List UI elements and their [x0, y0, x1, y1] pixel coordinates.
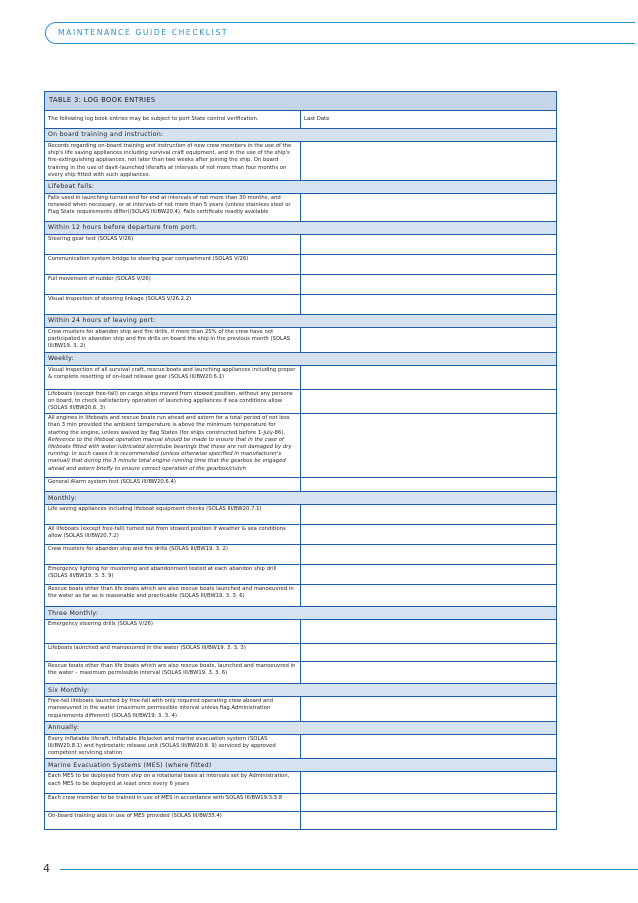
checklist-item: Rescue boats other than life boats which are also rescue boats, launched and manoeuvred in the water – maximum permissible interval (SOLAS III/BW19. 3. 3. 6) [45, 662, 301, 684]
checklist-item: Falls used in launching turned end for end at intervals of not more than 30 months, and renewed when necessary, or at intervals of not more than 5 years (unless stainless steel or Flag State requirements differ)(SOLAS III/BW20.4). Falls certificate readily available [45, 194, 301, 222]
table-row [45, 142, 557, 181]
section-heading: Monthly: [45, 492, 557, 505]
section-header-row [45, 759, 557, 772]
checklist-item: On-board training aids in use of MES provided (SOLAS III/BW35.4) [45, 812, 301, 830]
table-title: TABLE 3: LOG BOOK ENTRIES [45, 92, 557, 111]
section-heading: Six Monthly: [45, 684, 557, 697]
checklist-item: Visual inspection of all survival craft, rescue boats and launching appliances including proper & complete resetting of on-load release gear (SOLAS III/BW20.6.1) [45, 365, 301, 389]
table-row [45, 565, 557, 585]
section-heading: Within 24 hours of leaving port: [45, 315, 557, 328]
table-row [45, 389, 557, 414]
last-date-cell[interactable] [301, 772, 557, 794]
table-row [45, 275, 557, 295]
table-row [45, 620, 557, 644]
section-heading: Marine Evacuation Systems (MES) (where fitted) [45, 759, 557, 772]
last-date-cell[interactable] [301, 365, 557, 389]
last-date-cell[interactable] [301, 525, 557, 545]
table-row [45, 812, 557, 830]
table-row [45, 255, 557, 275]
last-date-cell[interactable] [301, 585, 557, 607]
checklist-item: Crew musters for abandon ship and fire drills, if more than 25% of the crew have not participated in abandon ship and fire drills on board the ship in the previous month (SOLAS III/BW19. 3. 2) [45, 328, 301, 353]
section-header-row [45, 492, 557, 505]
last-date-cell[interactable] [301, 194, 557, 222]
last-date-cell[interactable] [301, 328, 557, 353]
checklist-item: Steering gear test (SOLAS V/26) [45, 235, 301, 255]
section-heading: Within 12 hours before departure from port: [45, 222, 557, 235]
checklist-item: Emergency steering drills (SOLAS V/26) [45, 620, 301, 644]
table-row [45, 772, 557, 794]
checklist-item: Lifeboats launched and manoeuvred in the water (SOLAS III/BW19. 3. 3. 3) [45, 644, 301, 662]
last-date-cell[interactable] [301, 812, 557, 830]
last-date-cell[interactable] [301, 620, 557, 644]
table-row [45, 194, 557, 222]
section-header-row [45, 129, 557, 142]
engine-item-text: All engines in lifeboats and rescue boats run ahead and astern for a total period of not less than 3 min provided the ambient temperature is above the minimum temperature for starting the engine, unless waived by flag States (for ships constructed before 1-July-86). [48, 415, 290, 436]
last-date-cell[interactable] [301, 734, 557, 759]
header-banner [45, 22, 635, 44]
checklist-item: General Alarm system test (SOLAS III/BW20.6.4) [45, 478, 301, 492]
checklist-item: Free-fall lifeboats launched by free-fall with only required operating crew aboard and manoeuvred in the water (maximum permissible interval unless flag Administration requirements different) (SOLAS III/BW19. 3. 3. 4) [45, 697, 301, 722]
checklist-item: All lifeboats (except free-fall) turned out from stowed position if weather & sea conditions allow (SOLAS III/BW20.7.2) [45, 525, 301, 545]
last-date-cell[interactable] [301, 478, 557, 492]
checklist-item: Each crew member to be trained in use of MES in accordance with SOLAS III/BW19.3.3.8 [45, 794, 301, 812]
section-heading: Lifeboat falls: [45, 181, 557, 194]
section-header-row [45, 352, 557, 365]
engine-item-note: Reference to the lifeboat operation manual should be made to ensure that in the case of lifeboats fitted with water lubricated sterntube bearings that these are not damaged by dry running. In such cases it is recommended (unless otherwise specified in manufacturer's manual) that during the 3 minute total engine running time that the gearbox be engaged ahead and astern briefly to ensure correct operation of the gearbox/clutch [48, 436, 292, 472]
section-header-row [45, 721, 557, 734]
checklist-item: Every inflatable liferaft, inflatable lifejacket and marine evacuation system (SOLAS III/BW20.8.1) and hydrostatic release unit (SOLAS III/BW20.8. 9) serviced by approved competent servicing station [45, 734, 301, 759]
last-date-cell[interactable] [301, 697, 557, 722]
last-date-header: Last Date [301, 111, 557, 129]
checklist-item: Crew musters for abandon ship and fire drills (SOLAS III/BW19. 3. 2) [45, 545, 301, 565]
section-header-row [45, 181, 557, 194]
section-header-row [45, 607, 557, 620]
table-row [45, 328, 557, 353]
table-row [45, 365, 557, 389]
section-heading: Annually: [45, 721, 557, 734]
last-date-cell[interactable] [301, 142, 557, 181]
last-date-cell[interactable] [301, 389, 557, 414]
table-row [45, 585, 557, 607]
section-heading: Weekly: [45, 352, 557, 365]
table-intro-row [45, 111, 557, 129]
page-number: 4 [43, 862, 50, 875]
last-date-cell[interactable] [301, 662, 557, 684]
section-heading: On board training and instruction: [45, 129, 557, 142]
last-date-cell[interactable] [301, 644, 557, 662]
last-date-cell[interactable] [301, 235, 557, 255]
table-row [45, 505, 557, 525]
table-row [45, 414, 557, 478]
header-title: MAINTENANCE GUIDE CHECKLIST [58, 28, 229, 37]
checklist-item: Visual inspection of steering linkage (SOLAS V/26.2.2) [45, 295, 301, 315]
table-row [45, 794, 557, 812]
section-header-row [45, 315, 557, 328]
section-heading: Three Monthly: [45, 607, 557, 620]
checklist-item: Communication system bridge to steering gear compartment (SOLAS V/26) [45, 255, 301, 275]
table-row [45, 734, 557, 759]
checklist-item: Full movement of rudder (SOLAS V/26) [45, 275, 301, 295]
checklist-item [45, 414, 301, 478]
table-row [45, 235, 557, 255]
last-date-cell[interactable] [301, 794, 557, 812]
checklist-item: Rescue boats other than life boats which are also rescue boats launched and manoeuvred in the water as far as is reasonable and practicable (SOLAS III/BW19. 3. 3. 6) [45, 585, 301, 607]
section-header-row [45, 684, 557, 697]
footer-divider [60, 869, 638, 870]
table-row [45, 525, 557, 545]
last-date-cell[interactable] [301, 275, 557, 295]
table-row [45, 545, 557, 565]
last-date-cell[interactable] [301, 545, 557, 565]
section-header-row [45, 222, 557, 235]
table-row [45, 662, 557, 684]
log-book-table [44, 91, 557, 830]
last-date-cell[interactable] [301, 414, 557, 478]
last-date-cell[interactable] [301, 505, 557, 525]
last-date-cell[interactable] [301, 565, 557, 585]
table-row [45, 697, 557, 722]
table-row [45, 295, 557, 315]
checklist-item: Emergency lighting for mustering and abandonment tested at each abandon ship drill (SOLAS III/BW19. 3. 3. 9) [45, 565, 301, 585]
table-row [45, 644, 557, 662]
checklist-item: Records regarding on-board training and instruction of new crew members in the use of the ship's life saving appliances including survival craft equipment, and in the use of the ship's fire-extinguishing appliances, not later than two weeks after joining the ship. On board training in the use of davit-launched liferafts at intervals of not more than four months on every ship fitted with such appliances. [45, 142, 301, 181]
checklist-item: Life saving appliances including lifeboat equipment checks (SOLAS III/BW20.7.1) [45, 505, 301, 525]
checklist-item: Each MES to be deployed from ship on a rotational basis at intervals set by Administration, each MES to be deployed at least once every 6 years [45, 772, 301, 794]
last-date-cell[interactable] [301, 295, 557, 315]
table-title-row [45, 92, 557, 111]
last-date-cell[interactable] [301, 255, 557, 275]
checklist-item: Lifeboats (except free-fall) on cargo ships moved from stowed position, without any persons on board, to check satisfactory operation of launching appliances if sea conditions allow (SOLAS III/BW20.6. 3) [45, 389, 301, 414]
table-row [45, 478, 557, 492]
table-intro: The following log book entries may be subject to port State control verification. [45, 111, 301, 129]
